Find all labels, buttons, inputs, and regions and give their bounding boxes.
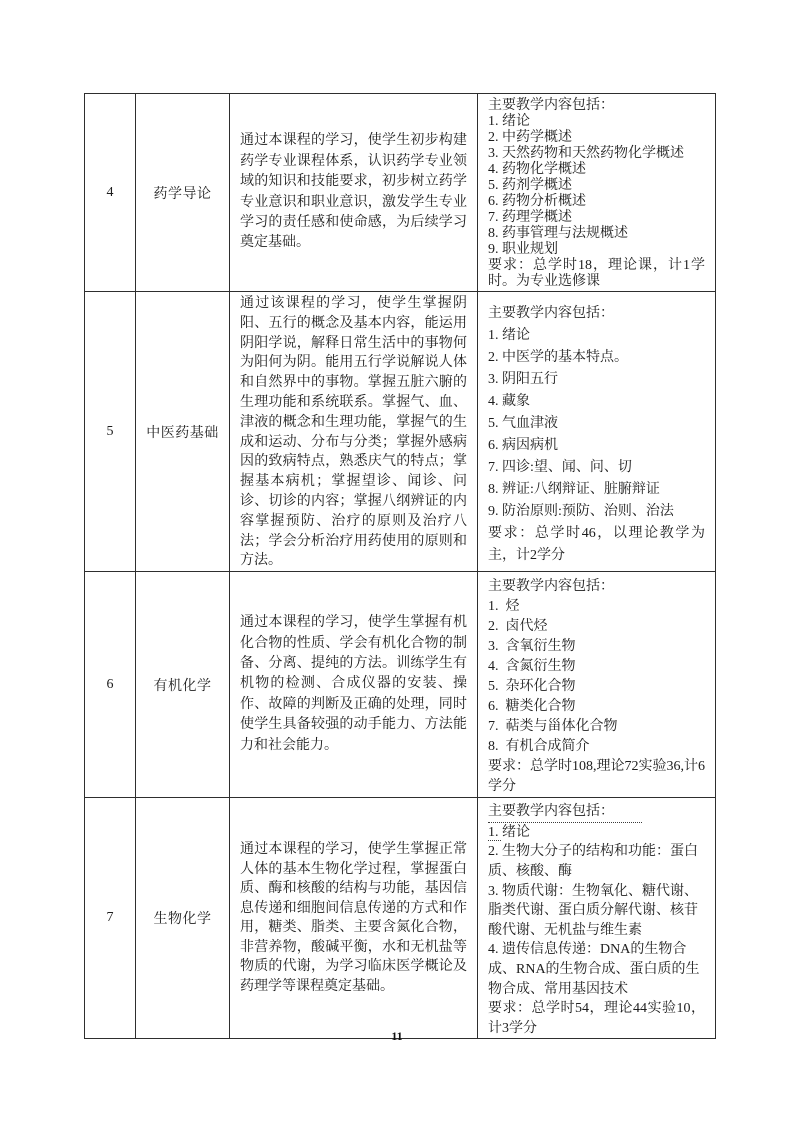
- course-name-cell: 有机化学: [136, 572, 230, 798]
- table-row: [85, 572, 716, 798]
- content-item: 3. 物质代谢：生物氧化、糖代谢、脂类代谢、蛋白质分解代谢、核苷酸代谢、无机盐与维生素: [488, 883, 698, 938]
- row-number-cell: 5: [85, 292, 136, 572]
- content-item: 6. 药物分析概述: [488, 193, 586, 209]
- content-list: [488, 597, 705, 757]
- content-requirement: 要求：总学时46，以理论教学为主，计2学分: [488, 526, 705, 564]
- teaching-content-cell: [478, 94, 716, 292]
- course-table: [84, 93, 716, 1039]
- course-name-cell: 中医药基础: [136, 292, 230, 572]
- content-item: 1. 烃: [488, 599, 520, 615]
- content-requirement: 要求：总学时54，理论44实验10，计3学分: [488, 1001, 705, 1036]
- content-item: 3. 含氧衍生物: [488, 639, 576, 655]
- content-item: 8. 有机合成简介: [488, 739, 590, 755]
- content-item: 9. 职业规划: [488, 241, 558, 257]
- content-item: 6. 糖类化合物: [488, 699, 576, 715]
- content-item: 8. 药事管理与法规概述: [488, 225, 628, 241]
- row-number-cell: 6: [85, 572, 136, 798]
- teaching-content-cell: [478, 798, 716, 1039]
- content-item: 1. 绪论: [488, 823, 705, 843]
- content-item: 5. 药剂学概述: [488, 177, 572, 193]
- content-heading: 主要教学内容包括：: [488, 97, 614, 113]
- content-item: 1. 绪论: [488, 328, 530, 344]
- content-heading: 主要教学内容包括：: [488, 579, 614, 595]
- course-description: 通过本课程的学习，使学生掌握正常人体的基本生物化学过程，掌握蛋白质、酶和核酸的结构与功能，基因信息传递和细胞间信息传递的方式和作用，糖类、脂类、主要含氮化合物，非营养物，酸碱平衡，水和无机盐等物质的代谢，为学习临床医学概论及药理学等课程奠定基础。: [240, 842, 467, 994]
- content-list: [488, 823, 705, 999]
- content-item: 5. 气血津液: [488, 416, 558, 432]
- content-list: [488, 114, 705, 258]
- course-name-cell: 生物化学: [136, 798, 230, 1039]
- content-item: 4. 遗传信息传递：DNA的生物合成、RNA的生物合成、蛋白质的生物合成、常用基因技术: [488, 942, 700, 997]
- content-list: [488, 325, 705, 523]
- content-item: 3. 阴阳五行: [488, 372, 558, 388]
- content-heading: 主要教学内容包括：: [488, 802, 642, 823]
- course-description-cell: [230, 292, 478, 572]
- teaching-content-cell: [478, 292, 716, 572]
- course-name-cell: 药学导论: [136, 94, 230, 292]
- course-description: 通过该课程的学习，使学生掌握阴阳、五行的概念及基本内容，能运用阴阳学说，解释日常生活中的事物何为阳何为阴。能用五行学说解说人体和自然界中的事物。掌握五脏六腑的生理功能和系统联系。掌握气、血、津液的概念和生理功能，掌握气的生成和运动、分布与分类；掌握外感病因的致病特点，熟悉庆气的特点；掌握基本病机；掌握望诊、闻诊、问诊、切诊的内容；掌握八纲辨证的内容掌握预防、治疗的原则及治疗八法；学会分析治疗用药使用的原则和方法。: [240, 296, 467, 569]
- page-number: 11: [391, 1029, 403, 1043]
- content-requirement: 要求：总学时18，理论课，计1学时。为专业选修课: [488, 257, 705, 289]
- content-item: 7. 四诊:望、闻、问、切: [488, 460, 632, 476]
- content-item: 2. 生物大分子的结构和功能：蛋白质、核酸、酶: [488, 844, 698, 879]
- course-description-cell: [230, 798, 478, 1039]
- content-item: 4. 药物化学概述: [488, 161, 586, 177]
- table-row: [85, 94, 716, 292]
- table-row: [85, 292, 716, 572]
- table-row: [85, 798, 716, 1039]
- row-number-cell: 7: [85, 798, 136, 1039]
- content-requirement: 要求：总学时108,理论72实验36,计6学分: [488, 759, 705, 795]
- content-item: 7. 萜类与甾体化合物: [488, 719, 618, 735]
- course-description: 通过本课程的学习，使学生掌握有机化合物的性质、学会有机化合物的制备、分离、提纯的方法。训练学生有机物的检测、合成仪器的安装、操作、故障的判断及正确的处理，同时使学生具备较强的动手能力、方法能力和社会能力。: [240, 615, 467, 753]
- content-item: 5. 杂环化合物: [488, 679, 576, 695]
- content-item: 6. 病因病机: [488, 438, 558, 454]
- content-item: 2. 中医学的基本特点。: [488, 350, 628, 366]
- content-item: 8. 辨证:八纲辩证、脏腑辩证: [488, 482, 660, 498]
- teaching-content-cell: [478, 572, 716, 798]
- content-item: 2. 卤代烃: [488, 619, 548, 635]
- content-item: 9. 防治原则:预防、治则、治法: [488, 504, 674, 520]
- content-item: 7. 药理学概述: [488, 209, 572, 225]
- content-item: 2. 中药学概述: [488, 129, 572, 145]
- content-item: 4. 含氮衍生物: [488, 659, 576, 675]
- course-description-cell: [230, 572, 478, 798]
- content-item: 1. 绪论: [488, 113, 530, 129]
- course-description: 通过本课程的学习，使学生初步构建药学专业课程体系，认识药学专业领域的知识和技能要求，初步树立药学专业意识和职业意识，激发学生专业学习的责任感和使命感，为后续学习奠定基础。: [240, 133, 467, 251]
- content-item: 3. 天然药物和天然药物化学概述: [488, 145, 684, 161]
- row-number-cell: 4: [85, 94, 136, 292]
- content-item: 4. 藏象: [488, 394, 530, 410]
- content-heading: 主要教学内容包括：: [488, 306, 614, 322]
- course-description-cell: [230, 94, 478, 292]
